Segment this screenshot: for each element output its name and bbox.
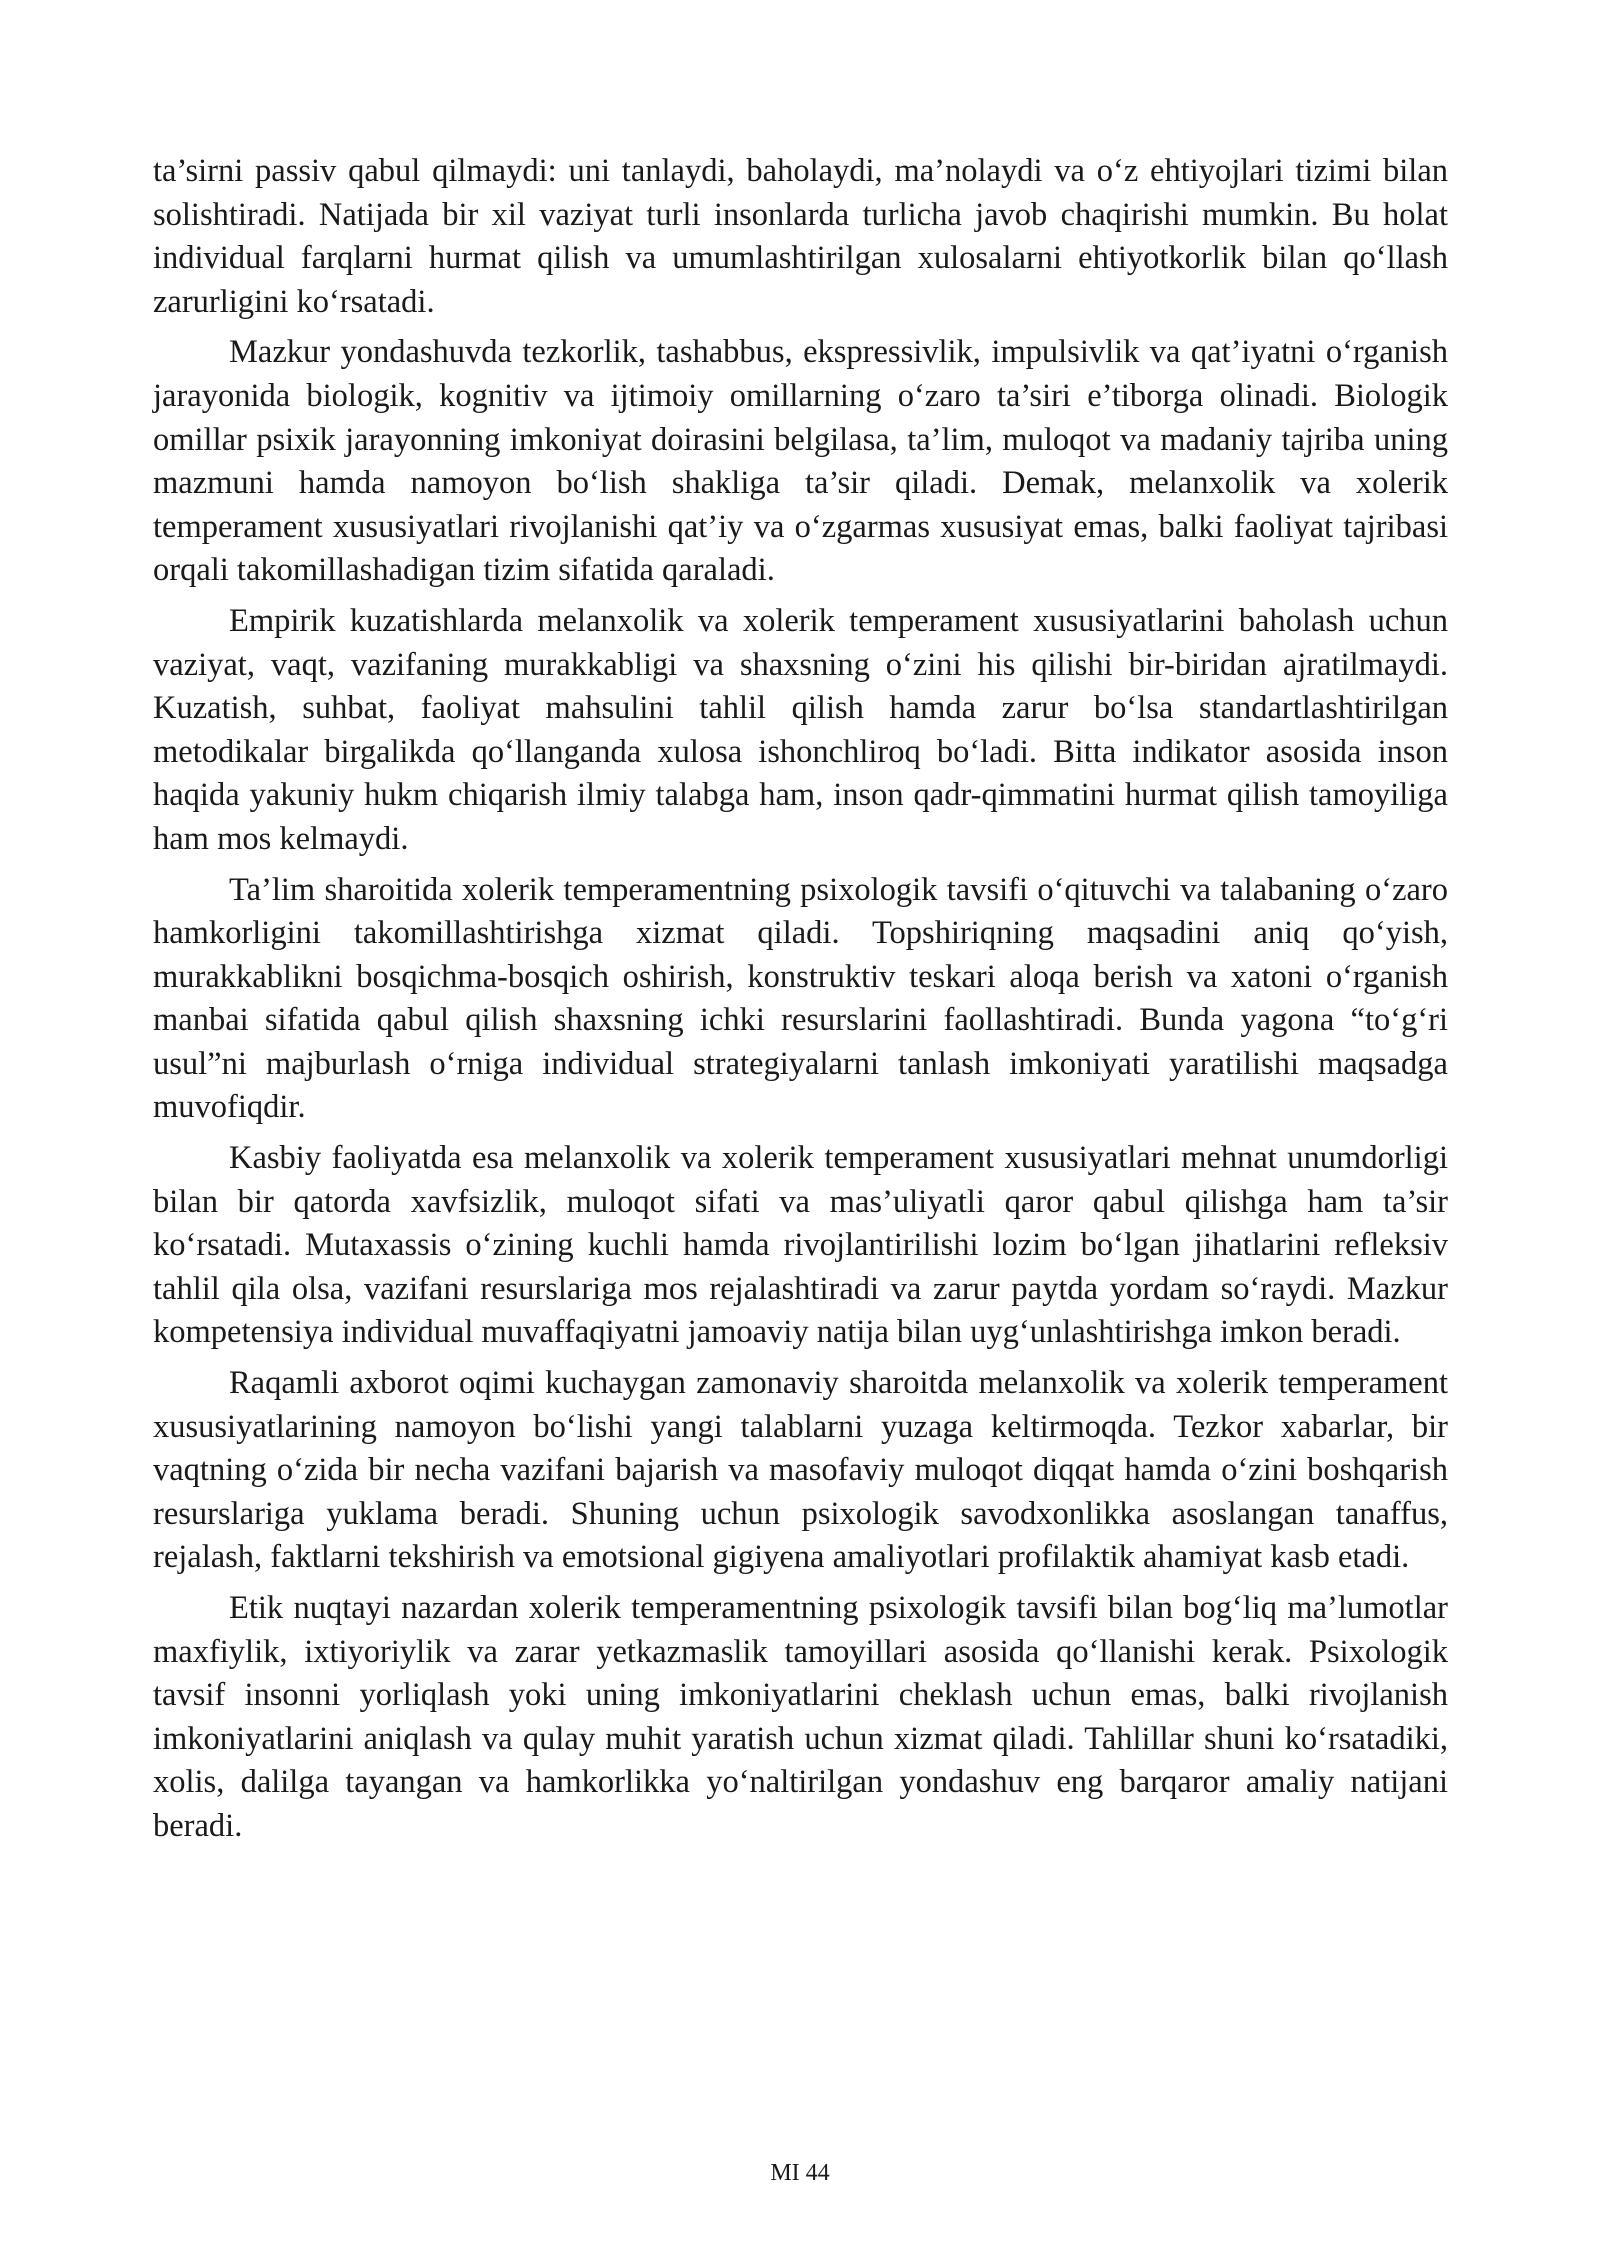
paragraph-empirical-observations: Empirik kuzatishlarda melanxolik va xolerik temperament xususiyatlarini baholash uchun vaziyat, vaqt, vazifaning murakkabligi va shaxsning o‘zini his qilishi bir-biridan ajratilmaydi. Kuzatish, suhbat, faoliyat mahsulini tahlil qilish hamda zarur bo‘lsa standartlashtirilgan metodikalar birgalikda qo‘llanganda xulosa ishonchliroq bo‘ladi. Bitta indikator asosida inson haqida yakuniy hukm chiqarish ilmiy talabga ham, inson qadr-qimmatini hurmat qilish tamoyiliga ham mos kelmaydi.: [153, 602, 1448, 857]
page-number: MI 44: [770, 2160, 830, 2186]
paragraph-continuation: ta’sirni passiv qabul qilmaydi: uni tanlaydi, baholaydi, ma’nolaydi va o‘z ehtiyojlari tizimi bilan solishtiradi. Natijada bir xil vaziyat turli insonlarda turlicha javob chaqirishi mumkin. Bu holat individual farqlarni hurmat qilish va umumlashtirilgan xulosalarni ehtiyotkorlik bilan qo‘llash zarurligini ko‘rsatadi.: [153, 153, 1448, 320]
paragraph-education: Ta’lim sharoitida xolerik temperamentning psixologik tavsifi o‘qituvchi va talabaning o‘zaro hamkorligini takomillashtirishga xizmat qiladi. Topshiriqning maqsadini aniq qo‘yish, murakkablikni bosqichma-bosqich oshirish, konstruktiv teskari aloqa berish va xatoni o‘rganish manbai sifatida qabul qilish shaxsning ichki resurslarini faollashtiradi. Bunda yagona “to‘g‘ri usul”ni majburlash o‘rniga individual strategiyalarni tanlash imkoniyati yaratilishi maqsadga muvofiqdir.: [153, 871, 1448, 1126]
paragraph-digital-information: Raqamli axborot oqimi kuchaygan zamonaviy sharoitda melanxolik va xolerik temperament xususiyatlarining namoyon bo‘lishi yangi talablarni yuzaga keltirmoqda. Tezkor xabarlar, bir vaqtning o‘zida bir necha vazifani bajarish va masofaviy muloqot diqqat hamda o‘zini boshqarish resurslariga yuklama beradi. Shuning uchun psixologik savodxonlikka asoslangan tanaffus, rejalash, faktlarni tekshirish va emotsional gigiyena amaliyotlari profilaktik ahamiyat kasb etadi.: [153, 1365, 1448, 1576]
paragraph-approach: Mazkur yondashuvda tezkorlik, tashabbus, ekspressivlik, impulsivlik va qat’iyatni o‘rganish jarayonida biologik, kognitiv va ijtimoiy omillarning o‘zaro ta’siri e’tiborga olinadi. Biologik omillar psixik jarayonning imkoniyat doirasini belgilasa, ta’lim, muloqot va madaniy tajriba uning mazmuni hamda namoyon bo‘lish shakliga ta’sir qiladi. Demak, melanxolik va xolerik temperament xususiyatlari rivojlanishi qat’iy va o‘zgarmas xususiyat emas, balki faoliyat tajribasi orqali takomillashadigan tizim sifatida qaraladi.: [153, 334, 1448, 589]
paragraph-ethics: Etik nuqtayi nazardan xolerik temperamentning psixologik tavsifi bilan bog‘liq ma’lumotlar maxfiylik, ixtiyoriylik va zarar yetkazmaslik tamoyillari asosida qo‘llanishi kerak. Psixologik tavsif insonni yorliqlash yoki uning imkoniyatlarini cheklash uchun emas, balki rivojlanish imkoniyatlarini aniqlash va qulay muhit yaratish uchun xizmat qiladi. Tahlillar shuni ko‘rsatadiki, xolis, dalilga tayangan va hamkorlikka yo‘naltirilgan yondashuv eng barqaror amaliy natijani beradi.: [153, 1590, 1448, 1844]
paragraph-professional-activity: Kasbiy faoliyatda esa melanxolik va xolerik temperament xususiyatlari mehnat unumdorligi bilan bir qatorda xavfsizlik, muloqot sifati va mas’uliyatli qaror qabul qilishga ham ta’sir ko‘rsatadi. Mutaxassis o‘zining kuchli hamda rivojlantirilishi lozim bo‘lgan jihatlarini refleksiv tahlil qila olsa, vazifani resurslariga mos rejalashtiradi va zarur paytda yordam so‘raydi. Mazkur kompetensiya individual muvaffaqiyatni jamoaviy natija bilan uyg‘unlashtirishga imkon beradi.: [153, 1140, 1448, 1351]
document-body: [153, 150, 1448, 1856]
